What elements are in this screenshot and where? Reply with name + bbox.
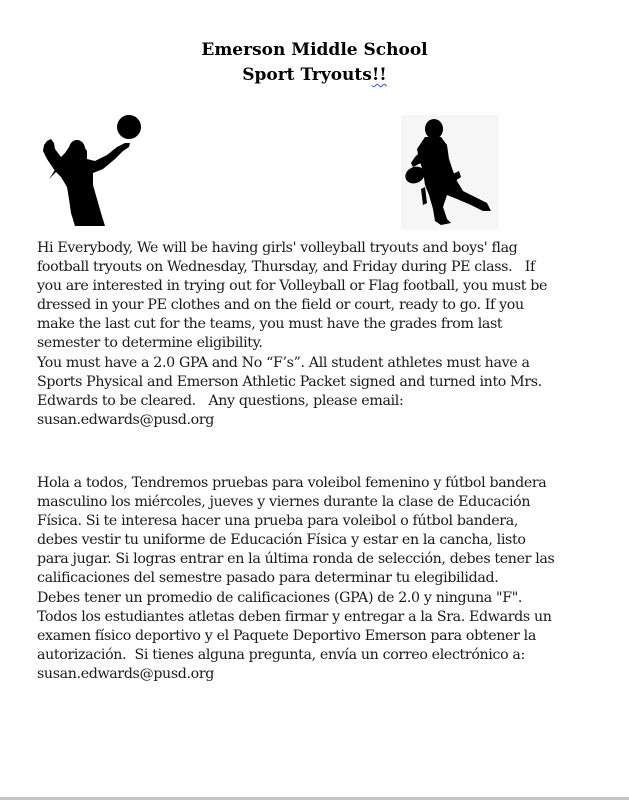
- spellcheck-flag: !!: [371, 65, 387, 85]
- text-line: you are interested in trying out for Volleyball or Flag football, you must be: [37, 278, 548, 295]
- text-line: Hi Everybody, We will be having girls' volleyball tryouts and boys' flag: [37, 240, 518, 256]
- text-line: para jugar. Si logras entrar en la última ronda de selección, debes tener las: [37, 551, 555, 568]
- text-line: debes vestir tu uniforme de Educación Física y estar en la cancha, listo: [37, 532, 526, 549]
- title-school-name: Emerson Middle School: [201, 40, 428, 60]
- text-line: make the last cut for the teams, you must have the grades from last: [37, 316, 503, 333]
- text-line: examen físico deportivo y el Paquete Deportivo Emerson para obtener la: [37, 627, 536, 644]
- english-announcement: [37, 239, 612, 430]
- text-line: calificaciones del semestre pasado para determinar tu elegibilidad.: [37, 570, 499, 587]
- volleyball-player-icon: [35, 113, 150, 228]
- contact-email-en: susan.edwards@pusd.org: [37, 411, 215, 428]
- text-line: Sports Physical and Emerson Athletic Packet signed and turned into Mrs.: [37, 373, 542, 390]
- text-line: masculino los miércoles, jueves y viernes durante la clase de Educación: [37, 494, 531, 511]
- text-line: football tryouts on Wednesday, Thursday, and Friday during PE class. If: [37, 259, 535, 276]
- text-line: Todos los estudiantes atletas deben firmar y entregar a la Sra. Edwards un: [37, 608, 552, 625]
- title-tryouts: [0, 63, 629, 88]
- title-tryouts-text: Sport Tryouts: [242, 65, 372, 85]
- text-line: Edwards to be cleared. Any questions, please email:: [37, 392, 404, 409]
- text-line: dressed in your PE clothes and on the field or court, ready to go. If you: [37, 297, 524, 314]
- spanish-announcement: [37, 474, 612, 684]
- text-line: You must have a 2.0 GPA and No “F’s”. All student athletes must have a: [37, 354, 530, 371]
- text-line: semester to determine eligibility.: [37, 335, 263, 352]
- document-title: [0, 38, 629, 88]
- football-player-icon: [401, 115, 499, 230]
- text-line: Debes tener un promedio de calificaciones (GPA) de 2.0 y ninguna "F".: [37, 589, 523, 606]
- volleyball-player-image: [35, 113, 150, 228]
- contact-email-es: susan.edwards@pusd.org: [37, 665, 215, 682]
- text-line: Física. Si te interesa hacer una prueba para voleibol o fútbol bandera,: [37, 513, 518, 530]
- flag-football-player-image: [401, 115, 499, 230]
- text-line: autorización. Si tienes alguna pregunta, envía un correo electrónico a:: [37, 646, 525, 663]
- text-line: Hola a todos, Tendremos pruebas para voleibol femenino y fútbol bandera: [37, 475, 547, 491]
